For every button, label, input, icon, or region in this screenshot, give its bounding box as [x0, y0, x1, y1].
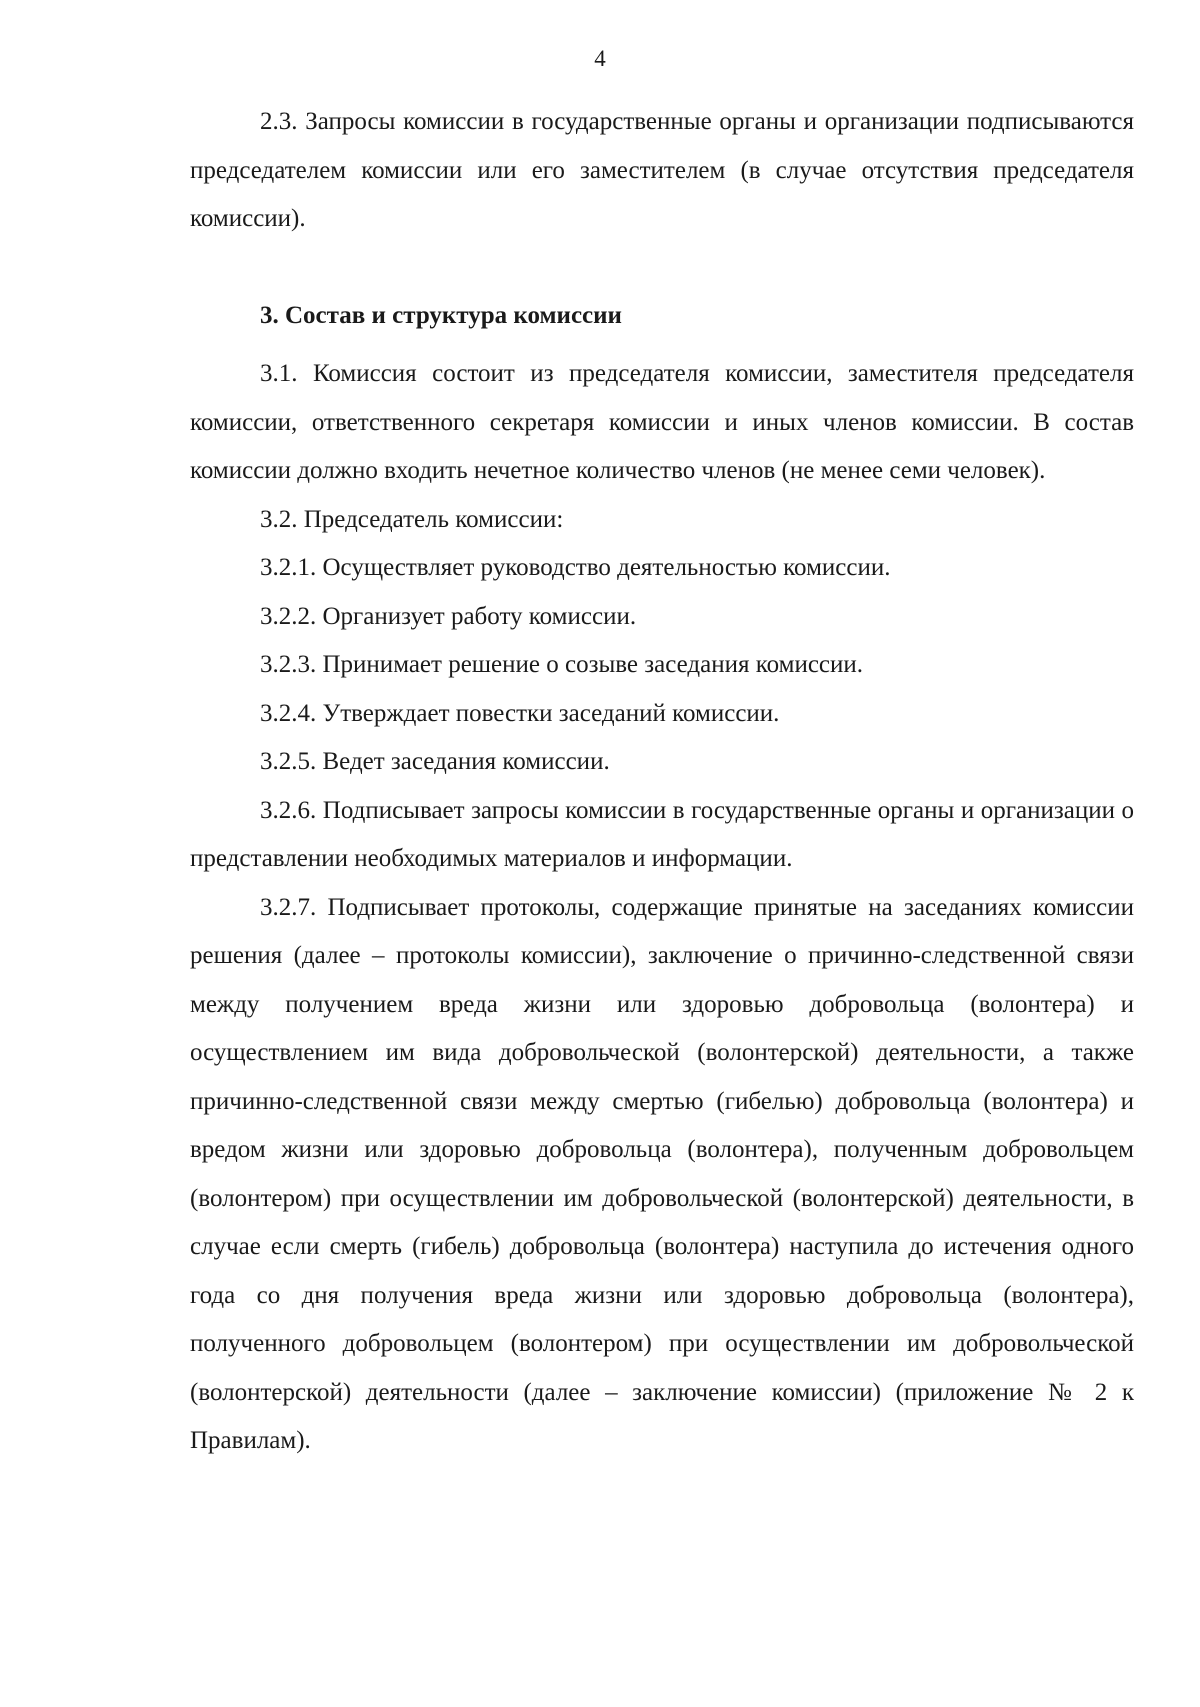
paragraph-3-2-1: 3.2.1. Осуществляет руководство деятельностью комиссии. — [260, 554, 891, 581]
paragraph-3-2: 3.2. Председатель комиссии: — [260, 505, 564, 533]
section-heading-3: 3. Состав и структура комиссии — [260, 301, 622, 329]
paragraph-3-2-6: 3.2.6. Подписывает запросы комиссии в государственные органы и организации о представлении необходимых материалов и информации. — [190, 796, 1134, 872]
page-number: 4 — [594, 46, 606, 71]
paragraph-3-2-4: 3.2.4. Утверждает повестки заседаний комиссии. — [260, 699, 780, 727]
paragraph-3-2-2: 3.2.2. Организует работу комиссии. — [260, 602, 637, 630]
paragraph-2-3: 2.3. Запросы комиссии в государственные органы и организации подписываются председателем комиссии или его заместителем (в случае отсутствия председателя комиссии). — [190, 108, 1134, 232]
paragraph-3-2-7: 3.2.7. Подписывает протоколы, содержащие принятые на заседаниях комиссии решения (далее – протоколы комиссии), заключение о причинно-следственной связи между получением вреда жизни или здоровью добровольца (волонтера) и осуществлением им вида добровольческой (волонтерской) деятельности, а также причинно-следственной связи между смертью (гибелью) добровольца (волонтера) и вредом жизни или здоровью добровольца (волонтера), полученным добровольцем (волонтером) при осуществлении им добровольческой (волонтерской) деятельности, в случае если смерть (гибель) добровольца (волонтера) наступила до истечения одного года со дня получения вреда жизни или здоровью добровольца (волонтера), полученного добровольцем (волонтером) при осуществлении им добровольческой (волонтерской) деятельности (далее – заключение комиссии) (приложение № 2 к Правилам). — [190, 893, 1134, 1454]
paragraph-3-2-5: 3.2.5. Ведет заседания комиссии. — [260, 748, 610, 775]
paragraph-3-1: 3.1. Комиссия состоит из председателя комиссии, заместителя председателя комиссии, ответственного секретаря комиссии и иных членов комиссии. В состав комиссии должно входить нечетное количество членов (не менее семи человек). — [190, 360, 1134, 484]
document-body — [190, 98, 1134, 1466]
paragraph-3-2-3: 3.2.3. Принимает решение о созыве заседания комиссии. — [260, 651, 864, 678]
